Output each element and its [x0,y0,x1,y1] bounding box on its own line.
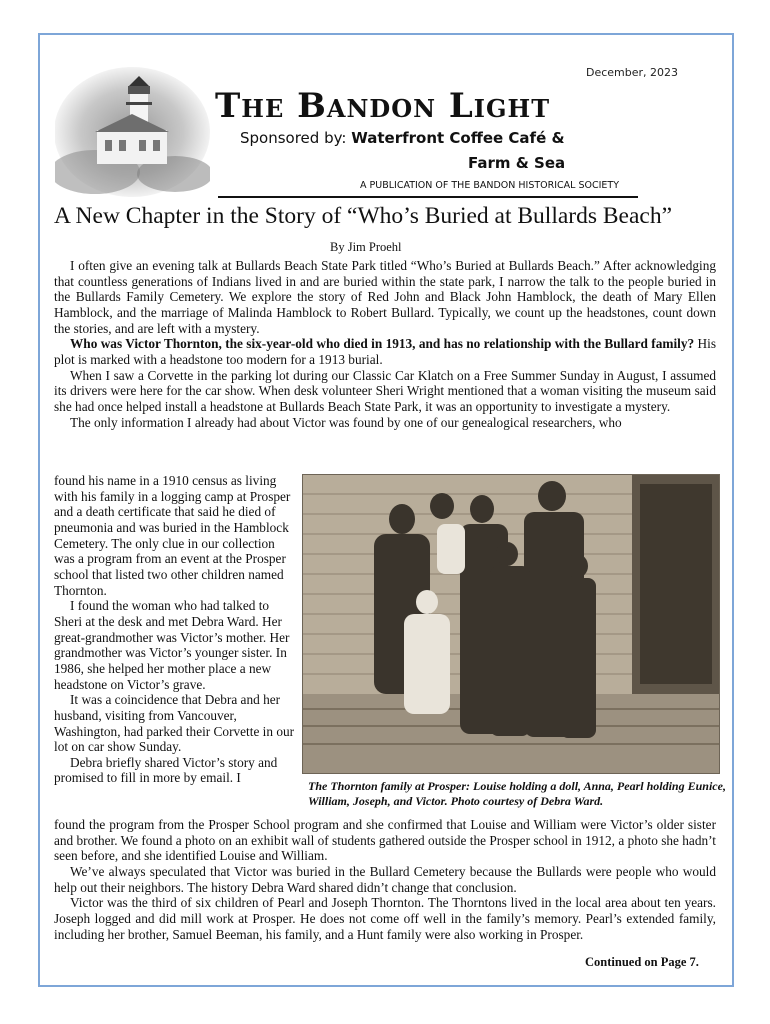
lead-question: Who was Victor Thornton, the six-year-old who died in 1913, and has no relationship with the Bullard family? [70,336,695,352]
sponsor-name: Waterfront Coffee Café & [351,129,565,147]
paragraph: I often give an evening talk at Bullards Beach State Park titled “Who’s Buried at Bullards Beach.” After acknowledging that countless generations of Indians lived in and are buried within the state park, I narrow the talk to the people buried in the Bullards Family Cemetery. We explore the story of Red John and Black John Hamblock, the death of Mary Ellen Hamblock, and the marriage of Malinda Hamblock to Robert Bullard. Typically, we count up the headstones, count down the stories, and are left with a mystery. [54,258,716,336]
paragraph: It was a coincidence that Debra and her husband, visiting from Vancouver, Washington, had parked their Corvette in our lot on car show Sunday. [54,692,295,755]
article-body-top [54,258,716,430]
paragraph: found his name in a 1910 census as living with his family in a logging camp at Prosper and a death certificate that said he died of pneumonia and was buried in the Hamblock Cemetery. The only clue in our collection was a program from an event at the Prosper school that listed two other children named Thornton. [54,473,291,598]
paragraph: Victor was the third of six children of Pearl and Joseph Thornton. The Thorntons lived in the local area about ten years. Joseph logged and did mill work at Prosper. He does not come off well in the family’s memory. Pearl’s extended family, including her brother, Samuel Beeman, his family, and a Hunt family were also working in Prosper. [54,895,716,942]
paragraph: I found the woman who had talked to Sheri at the desk and met Debra Ward. Her great-grandmother was Victor’s mother. Her grandmother was Victor’s younger sister. In 1986, she helped her mother place a new headstone on Victor’s grave. [54,598,290,692]
masthead-divider [218,196,638,198]
lighthouse-photo [55,62,210,197]
photo-caption: The Thornton family at Prosper: Louise holding a doll, Anna, Pearl holding Eunice, William, Joseph, and Victor. Photo courtesy of Debra Ward. [308,779,726,808]
paragraph: The only information I already had about Victor was found by one of our genealogical researchers, who [70,414,622,430]
paragraph: We’ve always speculated that Victor was buried in the Bullard Cemetery because the Bullards were people who would help out their neighbors. The history Debra Ward shared didn’t change that conclusion. [54,863,716,895]
newsletter-title: The Bandon Light [215,86,551,126]
continued-notice: Continued on Page 7. [585,955,699,969]
article-body-column [54,473,296,786]
lead-question-rest: His plot is marked with a headstone too modern for a 1913 burial. [54,336,716,367]
issue-date: December, 2023 [585,66,678,79]
paragraph: found the program from the Prosper School program and she confirmed that Louise and William were Victor’s older sister and brother. We found a photo on an exhibit wall of students gathered outside the Prosper school in 1912, a photo she hadn’t seen before, and she identified Louise and William. [54,817,716,864]
article-body-bottom [54,817,716,942]
article-byline: By Jim Proehl [330,240,402,254]
article-headline: A New Chapter in the Story of “Who’s Buried at Bullards Beach” [54,203,673,229]
sponsor-line [240,129,565,147]
paragraph: When I saw a Corvette in the parking lot during our Classic Car Klatch on a Free Summer Sunday in August, I assumed its drivers were here for the car show. When desk volunteer Sheri Wright mentioned that a woman visiting the museum said she had once helped install a headstone at Bullards Beach State Park, it was an opportunity to investigate a mystery. [54,367,716,414]
paragraph-lead-question [54,336,716,367]
paragraph: Debra briefly shared Victor’s story and promised to fill in more by email. I [54,754,278,786]
thornton-family-photo [302,474,720,774]
sponsor-prefix: Sponsored by: [240,129,352,147]
sponsor-name-continued: Farm & Sea [468,154,566,172]
publication-note: A PUBLICATION OF THE BANDON HISTORICAL SOCIETY [360,180,620,191]
